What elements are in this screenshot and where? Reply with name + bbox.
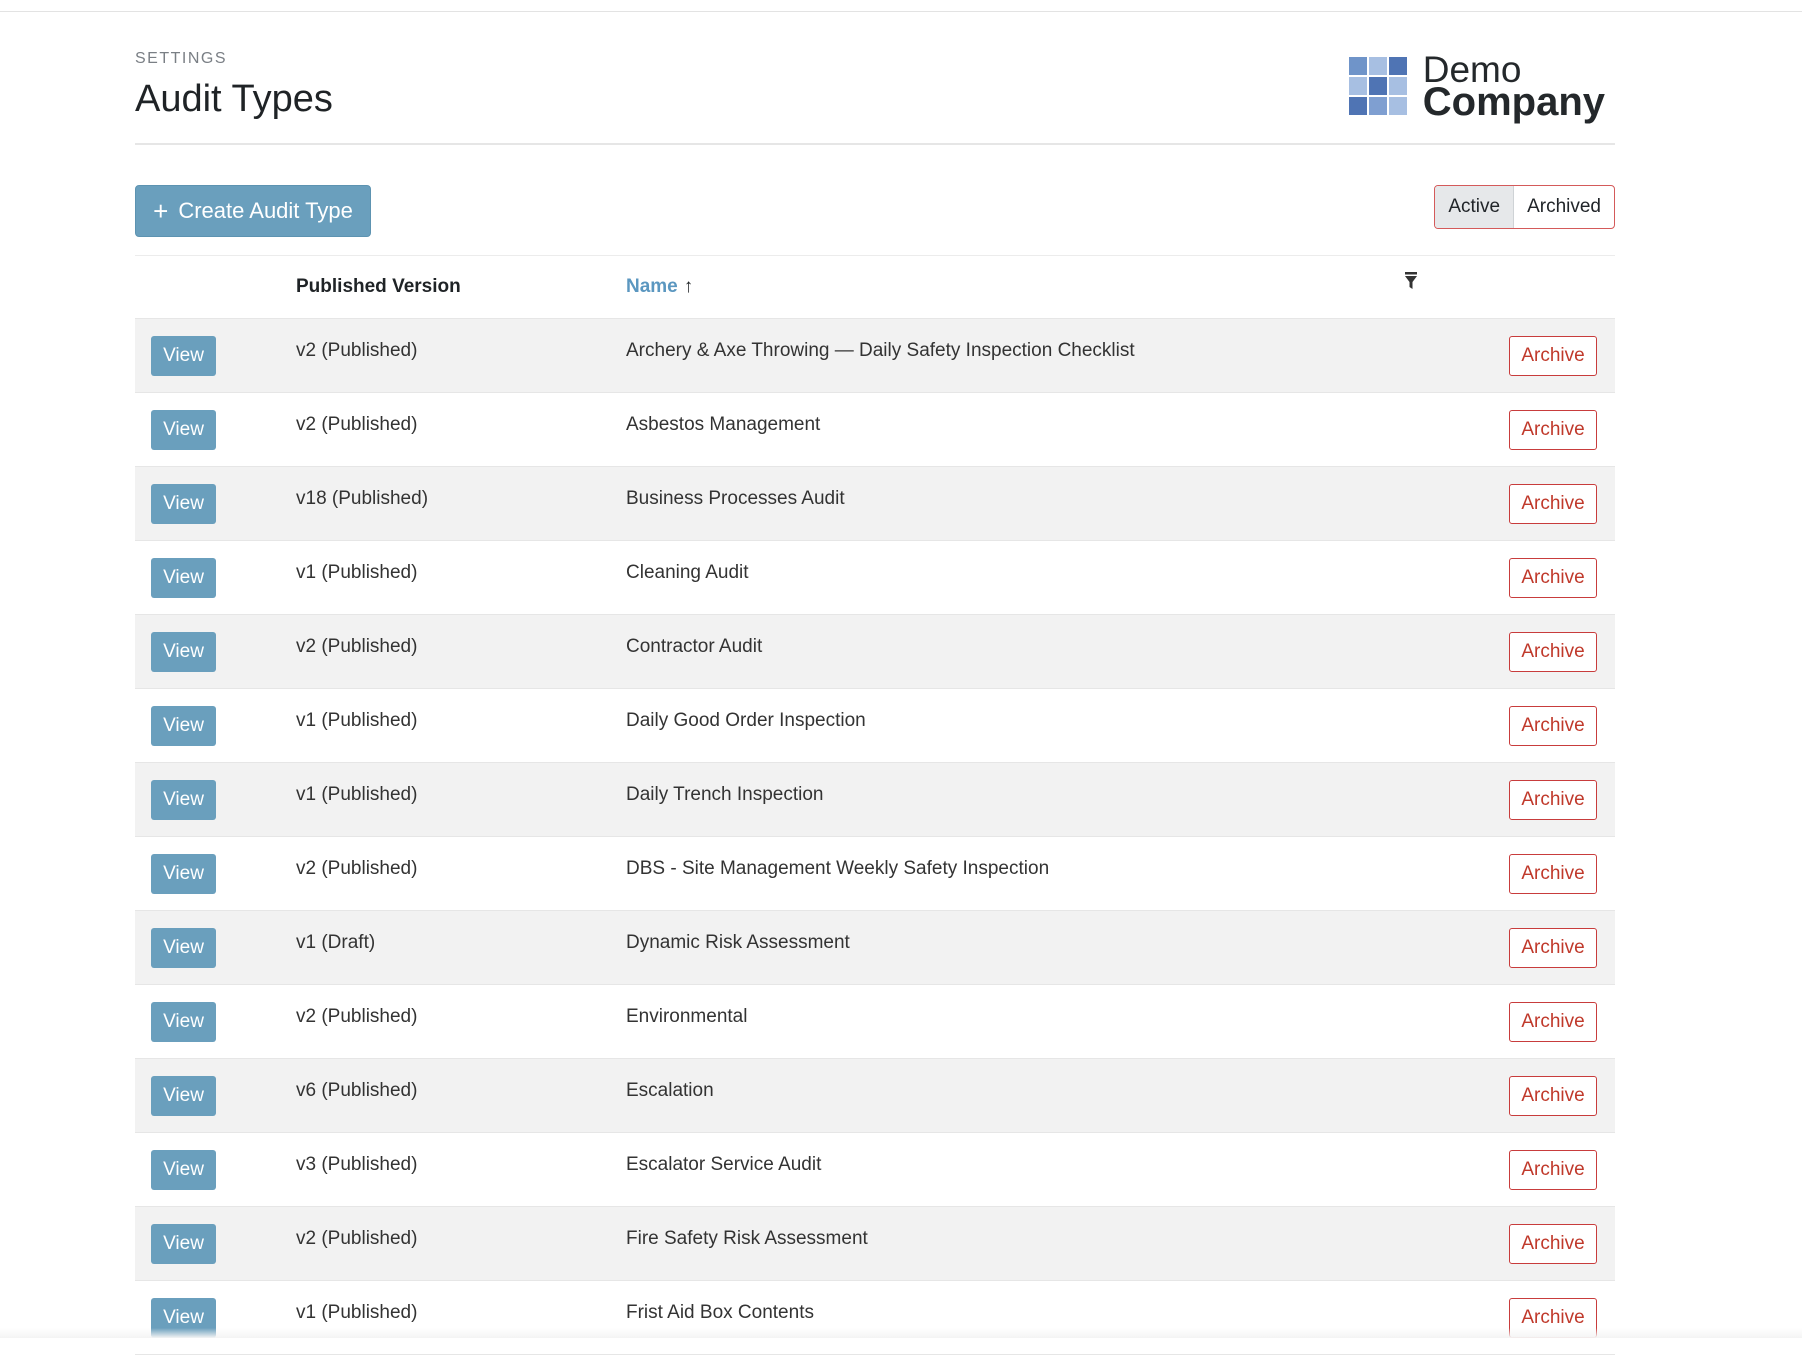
name-cell: Daily Good Order Inspection xyxy=(626,710,866,731)
logo-text-line1: Demo xyxy=(1422,49,1522,90)
view-button[interactable]: View xyxy=(151,780,216,820)
name-cell: Escalator Service Audit xyxy=(626,1154,822,1175)
logo-text-line2: Company xyxy=(1422,80,1605,124)
published-version-cell: v18 (Published) xyxy=(296,488,429,509)
view-button[interactable]: View xyxy=(151,558,216,598)
view-button[interactable]: View xyxy=(151,1076,216,1116)
name-cell: Environmental xyxy=(626,1006,748,1027)
sort-ascending-icon: ↑ xyxy=(683,276,694,297)
view-button[interactable]: View xyxy=(151,1298,216,1338)
name-cell: Business Processes Audit xyxy=(626,488,845,509)
archive-button[interactable]: Archive xyxy=(1509,1150,1597,1190)
archive-button[interactable]: Archive xyxy=(1509,632,1597,672)
archive-button[interactable]: Archive xyxy=(1509,706,1597,746)
table-header xyxy=(135,256,1615,319)
archive-button[interactable]: Archive xyxy=(1509,1224,1597,1264)
name-cell: Frist Aid Box Contents xyxy=(626,1302,814,1323)
table-row xyxy=(135,689,1615,763)
name-cell: Daily Trench Inspection xyxy=(626,784,824,805)
archive-button[interactable]: Archive xyxy=(1509,854,1597,894)
create-audit-type-label: Create Audit Type xyxy=(178,198,353,223)
table-row xyxy=(135,911,1615,985)
archive-button[interactable]: Archive xyxy=(1509,780,1597,820)
published-version-cell: v1 (Draft) xyxy=(296,932,376,953)
published-version-cell: v2 (Published) xyxy=(296,858,418,879)
table-body xyxy=(135,319,1615,1355)
page-header xyxy=(135,0,1615,145)
column-header-published-version[interactable]: Published Version xyxy=(296,276,461,297)
view-button[interactable]: View xyxy=(151,410,216,450)
published-version-cell: v2 (Published) xyxy=(296,1006,418,1027)
logo-tile xyxy=(1389,97,1407,115)
logo-tile xyxy=(1369,77,1387,95)
filter-icon[interactable] xyxy=(1404,272,1418,290)
table-row xyxy=(135,763,1615,837)
name-cell: Contractor Audit xyxy=(626,636,763,657)
view-button[interactable]: View xyxy=(151,928,216,968)
name-cell: Fire Safety Risk Assessment xyxy=(626,1228,868,1249)
archive-button[interactable]: Archive xyxy=(1509,1298,1597,1338)
view-button[interactable]: View xyxy=(151,1150,216,1190)
main-content xyxy=(135,0,1615,1355)
published-version-cell: v2 (Published) xyxy=(296,414,418,435)
column-header-name-label: Name xyxy=(626,276,678,297)
table-row xyxy=(135,467,1615,541)
logo-tile xyxy=(1349,97,1367,115)
table-row xyxy=(135,1133,1615,1207)
archive-button[interactable]: Archive xyxy=(1509,558,1597,598)
view-button[interactable]: View xyxy=(151,1224,216,1264)
table-row xyxy=(135,1207,1615,1281)
plus-icon: + xyxy=(153,196,169,226)
table-row xyxy=(135,615,1615,689)
breadcrumb: SETTINGS xyxy=(135,50,228,67)
name-cell: Dynamic Risk Assessment xyxy=(626,932,850,953)
logo-tile xyxy=(1349,57,1367,75)
view-button[interactable]: View xyxy=(151,632,216,672)
published-version-cell: v1 (Published) xyxy=(296,1302,418,1323)
table-row xyxy=(135,319,1615,393)
published-version-cell: v2 (Published) xyxy=(296,340,418,361)
published-version-cell: v2 (Published) xyxy=(296,636,418,657)
filter-active-option[interactable]: Active xyxy=(1435,186,1514,228)
company-logo xyxy=(1349,49,1605,124)
logo-tile xyxy=(1369,97,1387,115)
column-header-name[interactable] xyxy=(626,276,693,298)
table-row xyxy=(135,393,1615,467)
logo-tile xyxy=(1369,57,1387,75)
table-row xyxy=(135,541,1615,615)
name-cell: Archery & Axe Throwing — Daily Safety Inspection Checklist xyxy=(626,340,1135,361)
name-cell: Escalation xyxy=(626,1080,714,1101)
archive-button[interactable]: Archive xyxy=(1509,336,1597,376)
table-row xyxy=(135,1059,1615,1133)
name-cell: Asbestos Management xyxy=(626,414,821,435)
create-audit-type-button[interactable] xyxy=(135,185,371,237)
logo-tile xyxy=(1389,57,1407,75)
published-version-cell: v1 (Published) xyxy=(296,710,418,731)
table-row xyxy=(135,837,1615,911)
published-version-cell: v1 (Published) xyxy=(296,784,418,805)
logo-tile xyxy=(1349,77,1367,95)
table-row xyxy=(135,985,1615,1059)
toolbar xyxy=(135,145,1615,256)
view-button[interactable]: View xyxy=(151,854,216,894)
archive-button[interactable]: Archive xyxy=(1509,928,1597,968)
archive-button[interactable]: Archive xyxy=(1509,410,1597,450)
scroll-fade xyxy=(0,1328,1802,1338)
name-cell: DBS - Site Management Weekly Safety Inspection xyxy=(626,858,1050,879)
logo-grid-icon xyxy=(1349,57,1407,115)
published-version-cell: v6 (Published) xyxy=(296,1080,418,1101)
archive-button[interactable]: Archive xyxy=(1509,1076,1597,1116)
table-row xyxy=(135,1281,1615,1355)
published-version-cell: v1 (Published) xyxy=(296,562,418,583)
archive-button[interactable]: Archive xyxy=(1509,484,1597,524)
view-button[interactable]: View xyxy=(151,484,216,524)
name-cell: Cleaning Audit xyxy=(626,562,749,583)
filter-archived-option[interactable]: Archived xyxy=(1527,196,1601,217)
archive-button[interactable]: Archive xyxy=(1509,1002,1597,1042)
published-version-cell: v3 (Published) xyxy=(296,1154,418,1175)
view-button[interactable]: View xyxy=(151,336,216,376)
view-button[interactable]: View xyxy=(151,1002,216,1042)
view-button[interactable]: View xyxy=(151,706,216,746)
published-version-cell: v2 (Published) xyxy=(296,1228,418,1249)
page-title: Audit Types xyxy=(135,78,333,120)
status-filter-toggle xyxy=(1434,185,1615,229)
logo-tile xyxy=(1389,77,1407,95)
